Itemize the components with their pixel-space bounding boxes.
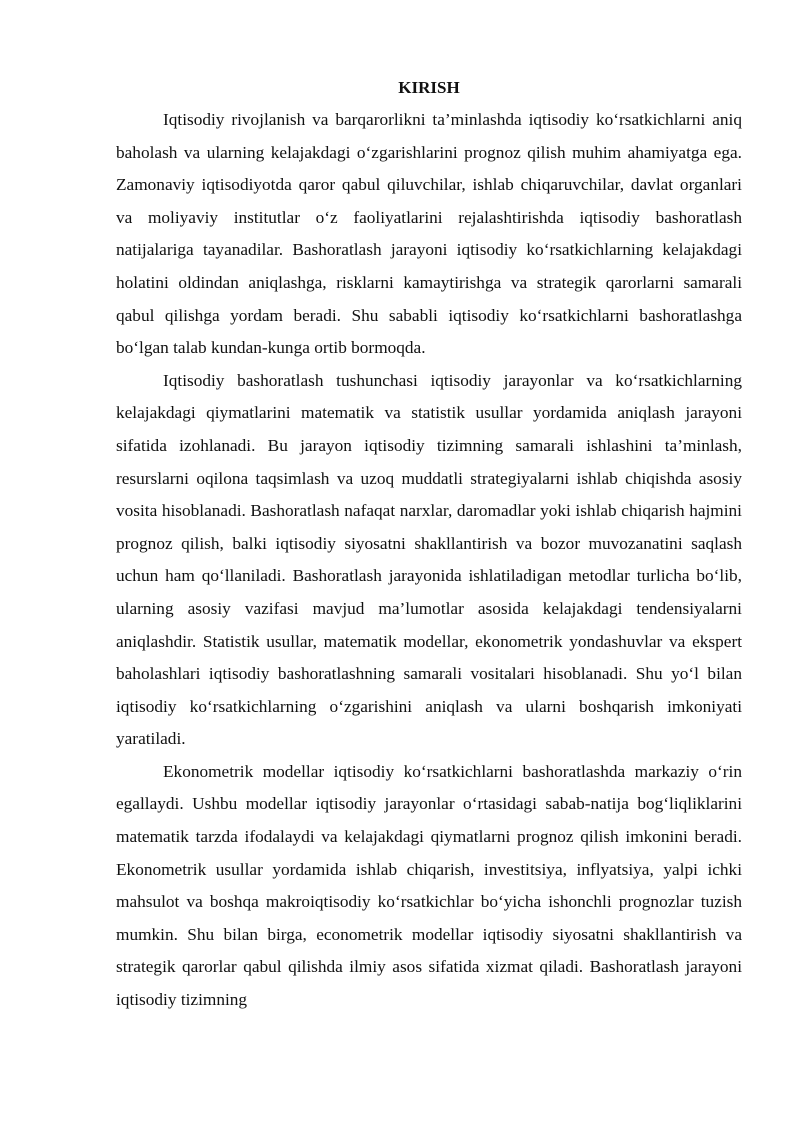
document-page [116, 74, 742, 1017]
section-title: KIRISH [398, 78, 460, 97]
paragraph-2: Iqtisodiy bashoratlash tushunchasi iqtisodiy jarayonlar va ko‘rsatkichlarning kelajakdagi qiymatlarini matematik va statistik usullar yordamida aniqlash jarayoni sifatida izohlanadi. Bu jarayon iqtisodiy tizimning samarali ishlashini ta’minlash, resurslarni oqilona taqsimlash va uzoq muddatli strategiyalarni ishlab chiqishda asosiy vosita hisoblanadi. Bashoratlash nafaqat narxlar, daromadlar yoki ishlab chiqarish hajmini prognoz qilish, balki iqtisodiy siyosatni shakllantirish va bozor muvozanatini saqlash uchun ham qo‘llaniladi. Bashoratlash jarayonida ishlatiladigan metodlar turlicha bo‘lib, ularning asosiy vazifasi mavjud ma’lumotlar asosida kelajakdagi tendensiyalarni aniqlashdir. Statistik usullar, matematik modellar, ekonometrik yondashuvlar va ekspert baholashlari iqtisodiy bashoratlashning samarali vositalari hisoblanadi. Shu yo‘l bilan iqtisodiy ko‘rsatkichlarning o‘zgarishini aniqlash va ularni boshqarish imkoniyati yaratiladi. [116, 370, 742, 749]
paragraph-3: Ekonometrik modellar iqtisodiy ko‘rsatkichlarni bashoratlashda markaziy o‘rin egallaydi. Ushbu modellar iqtisodiy jarayonlar o‘rtasidagi sabab-natija bog‘liqliklarini matematik tarzda ifodalaydi va kelajakdagi qiymatlarni prognoz qilish imkonini beradi. Ekonometrik usullar yordamida ishlab chiqarish, investitsiya, inflyatsiya, yalpi ichki mahsulot va boshqa makroiqtisodiy ko‘rsatkichlar bo‘yicha ishonchli prognozlar tuzish mumkin. Shu bilan birga, econometrik modellar iqtisodiy siyosatni shakllantirish va strategik qarorlar qabul qilishda ilmiy asos sifatida xizmat qiladi. Bashoratlash jarayoni iqtisodiy tizimning [116, 761, 742, 1010]
paragraph-1: Iqtisodiy rivojlanish va barqarorlikni ta’minlashda iqtisodiy ko‘rsatkichlarni aniq baholash va ularning kelajakdagi o‘zgarishlarini prognoz qilish muhim ahamiyatga ega. Zamonaviy iqtisodiyotda qaror qabul qiluvchilar, ishlab chiqaruvchilar, davlat organlari va moliyaviy institutlar o‘z faoliyatlarini rejalashtirishda iqtisodiy bashoratlash natijalariga tayanadilar. Bashoratlash jarayoni iqtisodiy ko‘rsatkichlarning kelajakdagi holatini oldindan aniqlashga, risklarni kamaytirishga va strategik qarorlarni samarali qabul qilishga yordam beradi. Shu sababli iqtisodiy ko‘rsatkichlarni bashoratlashga bo‘lgan talab kundan-kunga ortib bormoqda. [116, 110, 742, 358]
